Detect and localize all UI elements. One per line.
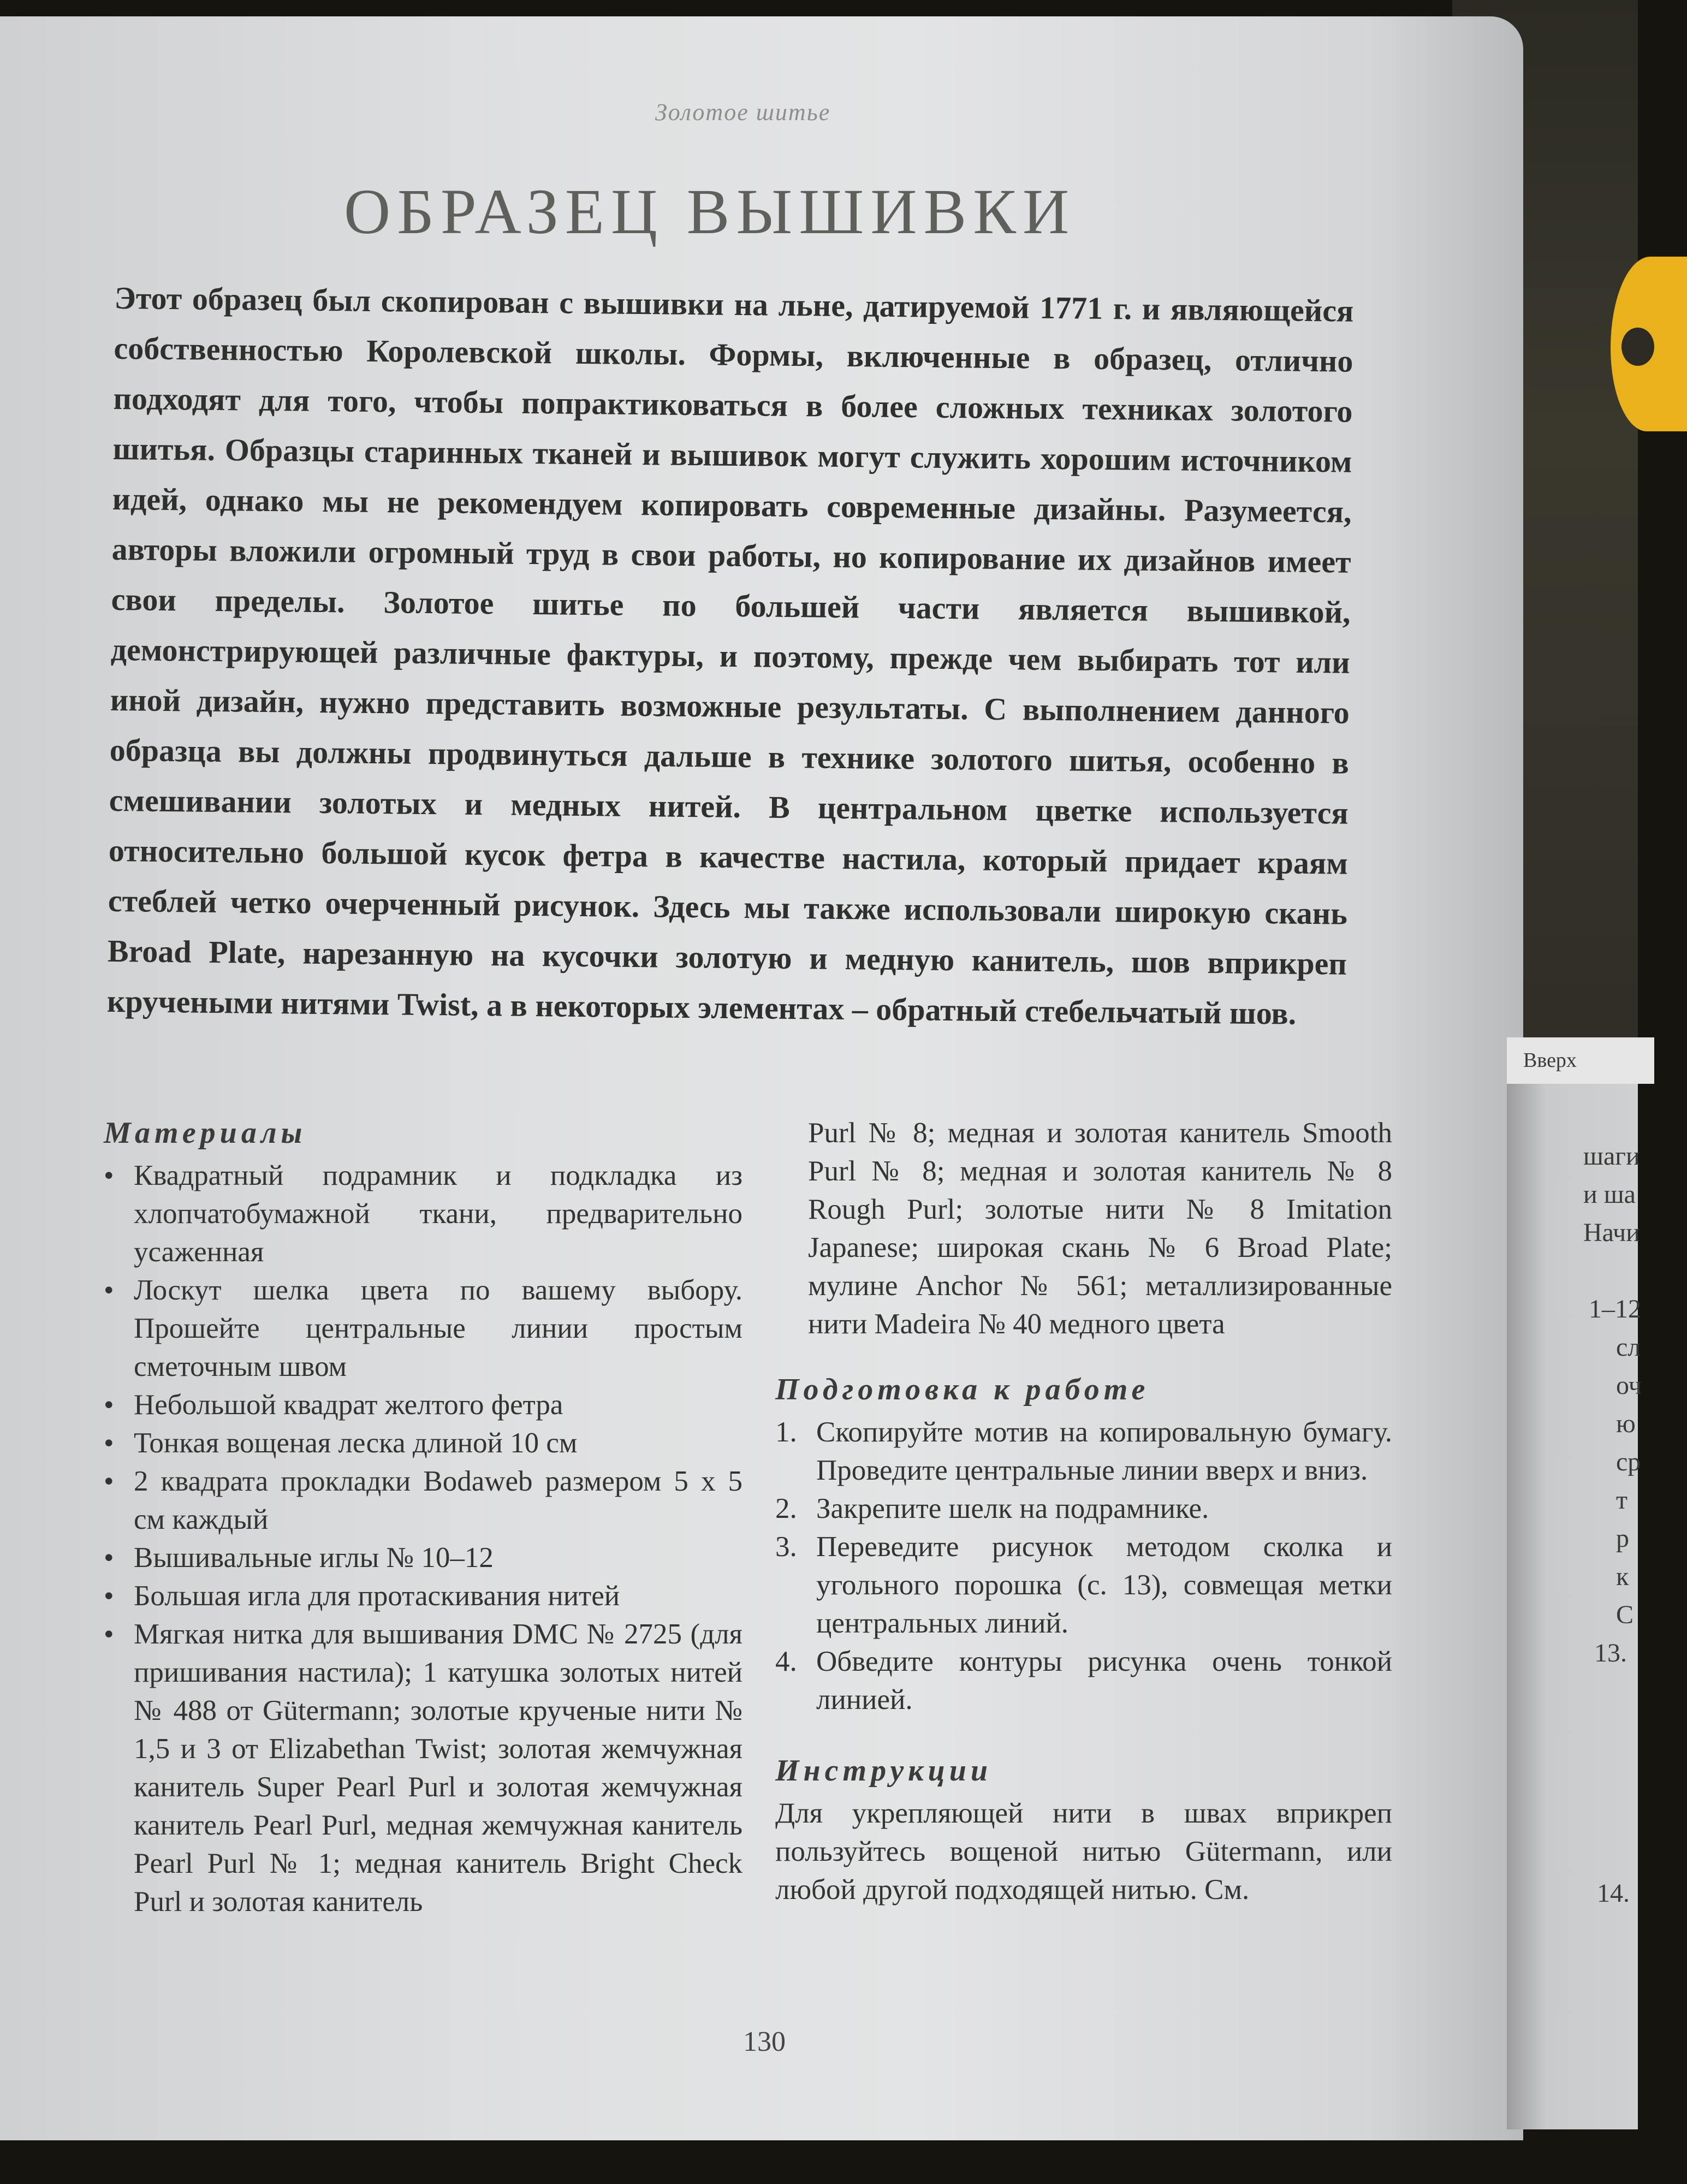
preparation-step [775,1528,1392,1642]
adjacent-page-fragment: 1–12 [1589,1295,1641,1324]
adjacent-page-fragment: шаги [1583,1142,1640,1171]
adjacent-page-fragment: С [1616,1600,1634,1629]
preparation-step [775,1642,1392,1719]
preparation-steps [775,1413,1392,1719]
adjacent-page-fragment: 14. [1597,1879,1630,1908]
materials-item: • Лоскут шелка цвета по вашему выбору. Прошейте центральные линии простым сметочным швом [104,1271,742,1386]
step-text: Обведите контуры рисунка очень тонкой линией. [816,1646,1392,1716]
right-column [775,1114,1392,1909]
materials-item: • Вышивальные иглы № 10–12 [104,1539,742,1577]
step-text: Скопируйте мотив на копировальную бумагу. Проведите центральные линии вверх и вниз. [816,1416,1392,1486]
intro-paragraph: Этот образец был скопирован с вышивки на льне, датируемой 1771 г. и являющейся собственностью Королевской школы. Формы, включенные в образец, отлично подходят для того, чтобы попрактиковаться в более сложных техниках золотого шитья. Образцы старинных тканей и вышивок могут служить хорошим источником идей, однако мы не рекомендуем копировать современные дизайны. Разумеется, авторы вложили огромный труд в свои работы, но копирование их дизайнов имеет свои пределы. Золотое шитье по большей части является вышивкой, демонстрирующей различные фактуры, и поэтому, прежде чем выбирать тот или иной дизайн, нужно представить возможные результаты. С выполнением данного образца вы должны продвинуться дальше в технике золотого шитья, особенно в смешивании золотых и медных нитей. В центральном цветке используется относительно большой кусок фетра в качестве настила, который придает краям стеблей четко очерченный рисунок. Здесь мы также использовали широкую скань Broad Plate, нарезанную на кусочки золотую и медную канитель, шов вприкреп кручеными нитями Twist, а в некоторых элементах – обратный стебельчатый шов. [106,280,1354,1031]
left-column [104,1114,742,1921]
instructions-heading: Инструкции [775,1754,992,1788]
step-number: 4. [775,1646,797,1677]
materials-list [104,1156,742,1921]
materials-item: • Большая игла для протаскивания нитей [104,1577,742,1615]
materials-item: • 2 квадрата прокладки Bodaweb размером 5 х 5 см каждый [104,1462,742,1539]
adjacent-page-fragment: к [1616,1562,1629,1591]
preparation-step [775,1489,1392,1528]
adjacent-page-fragment: ср [1616,1447,1641,1476]
adjacent-page-fragment: оч [1616,1371,1642,1400]
materials-item: • Небольшой квадрат желтого фетра [104,1386,742,1424]
materials-heading: Материалы [104,1116,307,1150]
flower-dark-spot [1621,328,1654,366]
instructions-text: Для укрепляющей нити в швах вприкреп пользуйтесь вощеной нитью Gütermann, или любой другой подходящей нитью. См. [775,1797,1392,1906]
adjacent-page-fragment: т [1616,1486,1627,1515]
materials-item: • Квадратный подрамник и подкладка из хлопчатобумажной ткани, предварительно усаженная [104,1156,742,1271]
step-text: Закрепите шелк на подрамнике. [816,1493,1209,1524]
adjacent-page-header: Вверх [1507,1037,1654,1084]
step-number: 1. [775,1416,797,1448]
materials-item: • Тонкая вощеная леска длиной 10 см [104,1424,742,1462]
adjacent-page-fragment: Начи [1583,1218,1640,1247]
step-number: 3. [775,1531,797,1563]
adjacent-page-fragment: р [1616,1524,1629,1553]
book-page [0,16,1523,2140]
adjacent-page-fragment: сл [1616,1333,1641,1362]
page-number: 130 [743,2026,786,2057]
adjacent-page-fragment: и ша [1583,1180,1636,1209]
preparation-heading: Подготовка к работе [775,1373,1150,1406]
page-title: ОБРАЗЕЦ ВЫШИВКИ [344,176,1076,247]
materials-continuation: Purl № 8; медная и золотая канитель Smooth Purl № 8; медная и золотая канитель № 8 Rough Purl; золотые нити № 8 Imitation Japanese; широкая скань № 6 Broad Plate; мулине Anchor № 561; металлизированные нити Madeira № 40 медного цвета [808,1117,1392,1340]
step-text: Переведите рисунок методом сколка и угольного порошка (с. 13), совмещая метки центральных линий. [816,1531,1392,1639]
preparation-step [775,1413,1392,1489]
adjacent-page [1507,1037,1642,2129]
adjacent-page-fragment: 13. [1594,1639,1627,1667]
adjacent-page-fragment: ю [1616,1409,1636,1438]
running-header: Золотое шитье [655,99,831,126]
materials-item: • Мягкая нитка для вышивания DMC № 2725 (для пришивания настила); 1 катушка золотых нитей № 488 от Gütermann; золотые крученые нити № 1,5 и 3 от Elizabethan Twist; золотая жемчужная канитель Super Pearl Purl и золотая жемчужная канитель Pearl Purl, медная жемчужная канитель Pearl Purl № 1; медная канитель Bright Check Purl и золотая канитель [104,1615,742,1921]
section-gap [775,1719,1392,1752]
step-number: 2. [775,1493,797,1524]
